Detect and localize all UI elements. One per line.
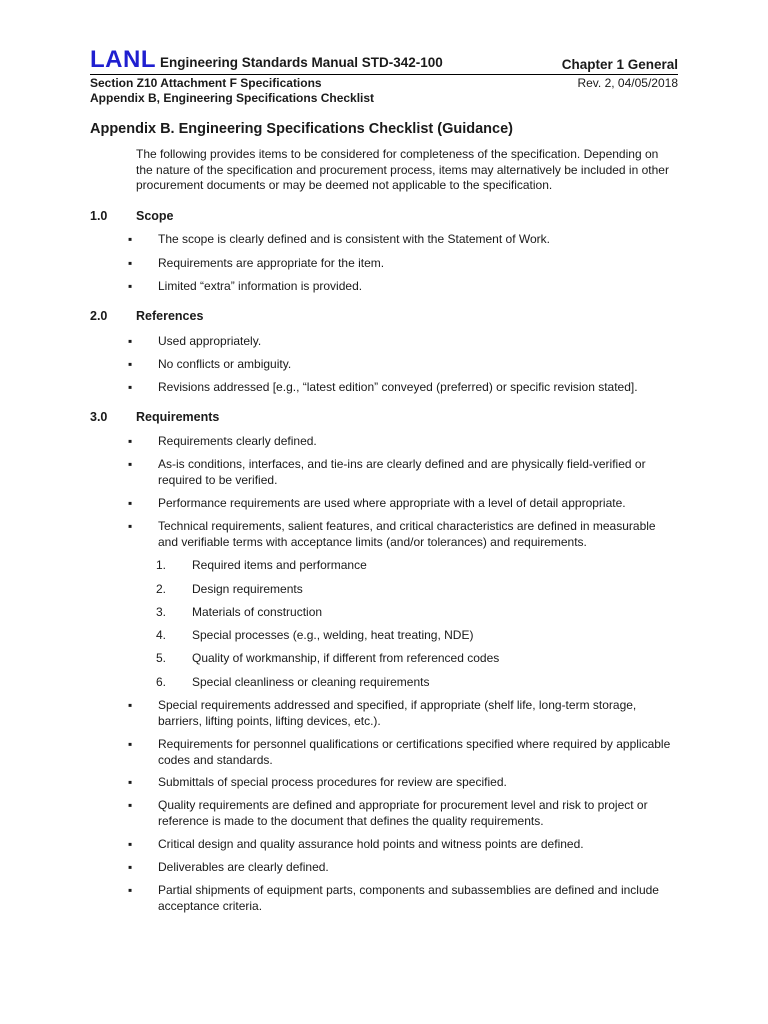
bullet-icon: ▪	[128, 334, 133, 348]
bullet-icon: ▪	[128, 860, 133, 874]
header-top-row	[90, 48, 678, 72]
lanl-logo: LANL	[90, 46, 156, 73]
section-number: 2.0	[90, 309, 108, 323]
list-item: ▪ Submittals of special process procedures for review are specified.	[128, 775, 507, 789]
list-item: ▪ Deliverables are clearly defined.	[128, 860, 329, 874]
numbered-item: 2. Design requirements	[156, 582, 303, 596]
chapter-label: Chapter 1 General	[561, 57, 678, 72]
appendix-line: Appendix B, Engineering Specifications Checklist	[90, 91, 375, 105]
list-item: ▪ As-is conditions, interfaces, and tie-ins are clearly defined and are physically field-verified or required to be verified.	[128, 457, 646, 487]
bullet-icon: ▪	[128, 883, 133, 897]
list-item: ▪ Critical design and quality assurance hold points and witness points are defined.	[128, 837, 584, 851]
bullet-icon: ▪	[128, 496, 133, 510]
intro-paragraph: The following provides items to be considered for completeness of the specification. Depending on the nature of the specification and procurement process, items may alternatively be included in other procurement documents or may be deemed not applicable to the specification.	[136, 147, 669, 192]
bullet-icon: ▪	[128, 232, 133, 246]
bullet-icon: ▪	[128, 434, 133, 448]
page-title: Appendix B. Engineering Specifications Checklist (Guidance)	[90, 121, 513, 137]
page-header	[90, 48, 678, 106]
section-title: Scope	[136, 209, 174, 223]
list-item: ▪ No conflicts or ambiguity.	[128, 357, 292, 371]
bullet-icon: ▪	[128, 357, 133, 371]
list-item: ▪ The scope is clearly defined and is consistent with the Statement of Work.	[128, 232, 550, 246]
section-number: 1.0	[90, 209, 108, 223]
revision-label: Rev. 2, 04/05/2018	[577, 76, 678, 90]
bullet-icon: ▪	[128, 519, 133, 533]
section-number: 3.0	[90, 410, 108, 424]
list-item: ▪ Quality requirements are defined and appropriate for procurement level and risk to project or reference is made to the document that defines the quality requirements.	[128, 798, 648, 828]
list-item: ▪ Requirements are appropriate for the item.	[128, 256, 385, 270]
list-item: ▪ Revisions addressed [e.g., “latest edition” conveyed (preferred) or specific revision stated].	[128, 380, 638, 394]
section-heading-requirements	[90, 410, 219, 424]
bullet-icon: ▪	[128, 837, 133, 851]
section-title: References	[136, 309, 204, 323]
list-item: ▪ Performance requirements are used where appropriate with a level of detail appropriate.	[128, 496, 626, 510]
list-item: ▪ Requirements for personnel qualifications or certifications specified where required by applicable codes and standards.	[128, 737, 671, 767]
header-left	[90, 48, 443, 72]
numbered-item: 5. Quality of workmanship, if different from referenced codes	[156, 651, 500, 665]
list-item: ▪ Requirements clearly defined.	[128, 434, 317, 448]
list-item: ▪ Used appropriately.	[128, 334, 262, 348]
numbered-item: 1. Required items and performance	[156, 558, 367, 572]
list-item: ▪ Partial shipments of equipment parts, components and subassemblies are defined and include acceptance criteria.	[128, 883, 659, 913]
section-title: Requirements	[136, 410, 220, 424]
bullet-icon: ▪	[128, 380, 133, 394]
bullet-icon: ▪	[128, 279, 133, 293]
header-second-row	[90, 76, 678, 91]
numbered-item: 4. Special processes (e.g., welding, heat treating, NDE)	[156, 628, 474, 642]
bullet-icon: ▪	[128, 698, 133, 712]
numbered-item: 3. Materials of construction	[156, 605, 323, 619]
list-item: ▪ Technical requirements, salient features, and critical characteristics are defined in measurable and verifiable terms with acceptance limits (and/or tolerances) and requirements.	[128, 519, 656, 549]
list-item: ▪ Limited “extra” information is provided.	[128, 279, 363, 293]
bullet-icon: ▪	[128, 256, 133, 270]
header-rule	[90, 74, 678, 75]
section-heading-scope	[90, 209, 174, 223]
list-item: ▪ Special requirements addressed and specified, if appropriate (shelf life, long-term storage, barriers, lifting points, lifting devices, etc.).	[128, 698, 637, 728]
bullet-icon: ▪	[128, 457, 133, 471]
numbered-item: 6. Special cleanliness or cleaning requirements	[156, 675, 430, 689]
bullet-icon: ▪	[128, 798, 133, 812]
section-label: Section Z10 Attachment F Specifications	[90, 76, 322, 90]
manual-title: Engineering Standards Manual STD-342-100	[159, 55, 443, 70]
bullet-icon: ▪	[128, 737, 133, 751]
section-heading-references	[90, 309, 203, 323]
bullet-icon: ▪	[128, 775, 133, 789]
